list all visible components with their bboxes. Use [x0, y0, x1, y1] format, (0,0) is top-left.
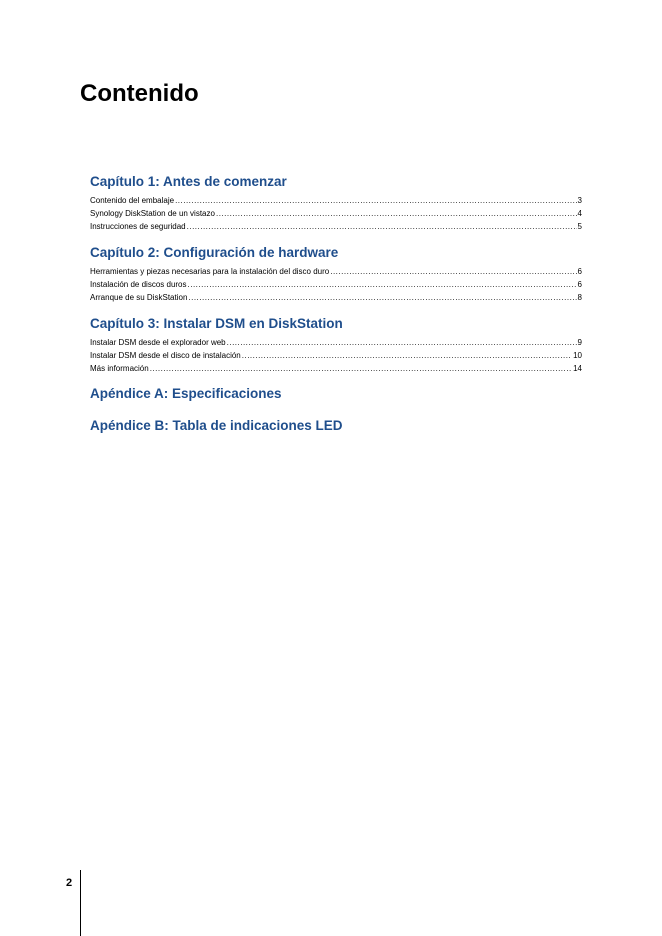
toc-entry[interactable]: [90, 207, 582, 220]
toc-section-chapter-3: [90, 315, 582, 375]
toc-entry-page: 3: [577, 196, 582, 205]
toc-entry-label: Instalar DSM desde el disco de instalación: [90, 351, 241, 360]
dot-leader: [227, 336, 577, 349]
toc-entry[interactable]: [90, 278, 582, 291]
spacer: [90, 233, 582, 244]
toc-entry-label: Herramientas y piezas necesarias para la instalación del disco duro: [90, 267, 330, 276]
toc-entry-label: Instrucciones de seguridad: [90, 222, 186, 231]
toc-entry-page: 14: [573, 364, 582, 373]
toc-section-heading[interactable]: Capítulo 1: Antes de comenzar: [90, 174, 287, 189]
toc-section-heading[interactable]: Capítulo 3: Instalar DSM en DiskStation: [90, 316, 343, 331]
toc-entry[interactable]: [90, 336, 582, 349]
toc-entry[interactable]: [90, 362, 582, 375]
toc-entry-page: 6: [577, 267, 582, 276]
dot-leader: [150, 362, 572, 375]
toc-entry-page: 10: [573, 351, 582, 360]
toc-entry-page: 4: [577, 209, 582, 218]
dot-leader: [175, 194, 576, 207]
spacer: [90, 406, 582, 417]
toc-entry-page: 8: [577, 293, 582, 302]
toc-section-chapter-1: [90, 173, 582, 233]
table-of-contents: [90, 173, 582, 438]
toc-section-chapter-2: [90, 244, 582, 304]
toc-entry-label: Arranque de su DiskStation: [90, 293, 188, 302]
toc-section-heading[interactable]: Apéndice A: Especificaciones: [90, 386, 282, 401]
spacer: [90, 304, 582, 315]
toc-section-heading[interactable]: Apéndice B: Tabla de indicaciones LED: [90, 418, 343, 433]
dot-leader: [242, 349, 572, 362]
dot-leader: [216, 207, 577, 220]
dot-leader: [330, 265, 576, 278]
toc-entry-page: 5: [577, 222, 582, 231]
toc-entry-label: Synology DiskStation de un vistazo: [90, 209, 215, 218]
page-title: Contenido: [80, 80, 199, 107]
page-number: 2: [66, 877, 73, 889]
page-margin-rule: [80, 870, 81, 936]
toc-entry-label: Contenido del embalaje: [90, 196, 175, 205]
dot-leader: [188, 291, 576, 304]
toc-entry[interactable]: [90, 194, 582, 207]
toc-entry[interactable]: [90, 220, 582, 233]
toc-section-appendix-b: [90, 417, 582, 434]
toc-entry[interactable]: [90, 291, 582, 304]
toc-section-heading[interactable]: Capítulo 2: Configuración de hardware: [90, 245, 339, 260]
spacer: [90, 375, 582, 385]
dot-leader: [187, 220, 577, 233]
toc-section-appendix-a: [90, 385, 582, 402]
toc-entry-label: Instalar DSM desde el explorador web: [90, 338, 226, 347]
toc-entry[interactable]: [90, 265, 582, 278]
toc-entry-label: Más información: [90, 364, 149, 373]
toc-entry-page: 9: [577, 338, 582, 347]
dot-leader: [188, 278, 577, 291]
toc-entry-page: 6: [577, 280, 582, 289]
toc-entry[interactable]: [90, 349, 582, 362]
toc-entry-label: Instalación de discos duros: [90, 280, 187, 289]
